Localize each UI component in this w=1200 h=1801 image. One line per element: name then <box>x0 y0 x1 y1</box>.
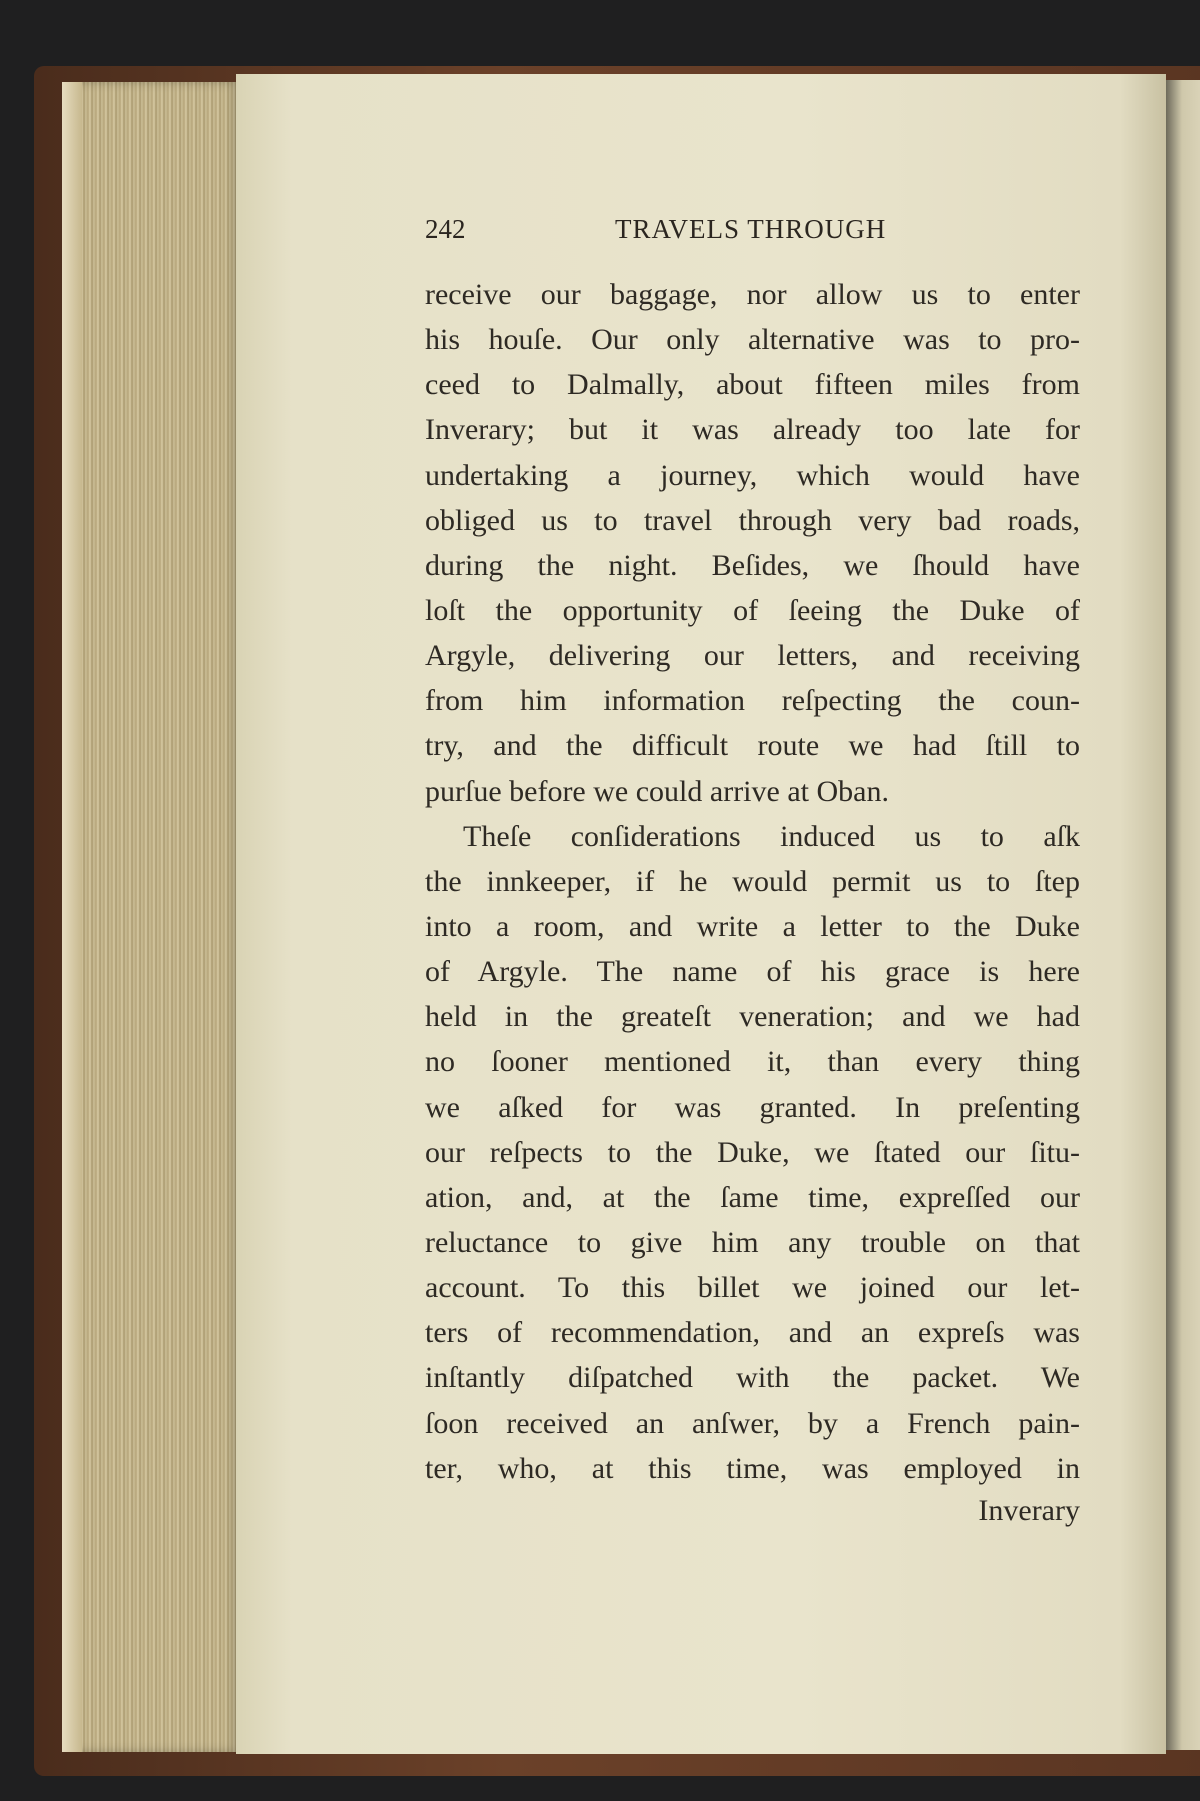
text-line: reluctance to give him any trouble on that <box>425 1225 1080 1259</box>
catchword: Inverary <box>978 1494 1080 1527</box>
text-line: receive our baggage, nor allow us to enter <box>425 278 1080 311</box>
text-line: obliged us to travel through very bad roads, <box>425 503 1080 537</box>
text-line: Inverary; but it was already too late for <box>425 413 1080 447</box>
page-edges <box>62 82 240 1752</box>
text-line: ters of recommendation, and an expreſs was <box>425 1316 1080 1350</box>
text-line: ter, who, at this time, was employed in <box>425 1451 1080 1485</box>
text-line: undertaking a journey, which would have <box>425 458 1080 492</box>
text-line: ſoon received an anſwer, by a French pain- <box>425 1406 1080 1440</box>
text-line: loſt the opportunity of ſeeing the Duke of <box>425 593 1080 627</box>
text-line: no ſooner mentioned it, than every thing <box>425 1045 1080 1079</box>
text-line: Argyle, delivering our letters, and receiving <box>425 639 1080 673</box>
text-line: of Argyle. The name of his grace is here <box>425 955 1080 989</box>
text-line: the innkeeper, if he would permit us to ſtep <box>425 864 1080 898</box>
text-line: his houſe. Our only alternative was to pro- <box>425 323 1080 357</box>
text-line: from him information reſpecting the coun- <box>425 684 1080 718</box>
text-line: inſtantly diſpatched with the packet. We <box>425 1361 1080 1395</box>
text-line: during the night. Beſides, we ſhould have <box>425 548 1080 582</box>
text-line: held in the greateſt veneration; and we had <box>425 1000 1080 1034</box>
running-head: TRAVELS THROUGH <box>615 214 887 244</box>
text-line: into a room, and write a letter to the Duke <box>425 909 1080 943</box>
text-line: Theſe conſiderations induced us to aſk <box>463 819 1080 853</box>
text-line: ceed to Dalmally, about fifteen miles from <box>425 368 1080 402</box>
text-line: purſue before we could arrive at Oban. <box>425 774 889 808</box>
facing-page-edge <box>1166 80 1200 1750</box>
page-header <box>425 214 1080 254</box>
text-line: we aſked for was granted. In preſenting <box>425 1090 1080 1124</box>
text-line: try, and the difficult route we had ſtill to <box>425 729 1080 763</box>
text-line: our reſpects to the Duke, we ſtated our ſitu- <box>425 1135 1080 1169</box>
body-text <box>425 272 1080 1491</box>
text-line: account. To this billet we joined our let- <box>425 1271 1080 1305</box>
text-line: ation, and, at the ſame time, expreſſed our <box>425 1180 1080 1214</box>
page-number: 242 <box>425 214 466 244</box>
